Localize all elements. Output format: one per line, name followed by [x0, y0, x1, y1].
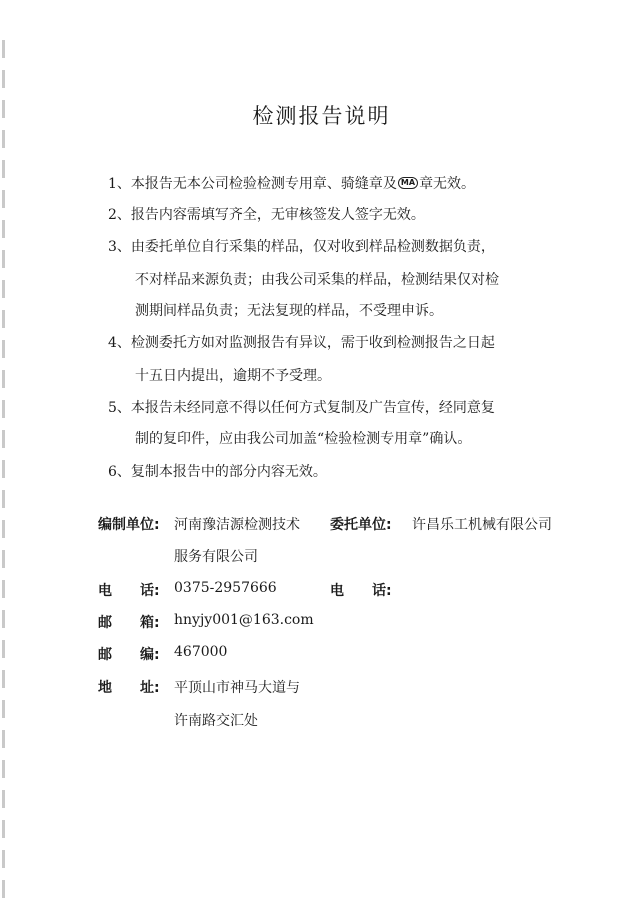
email-value: hnyjy001@163.com: [174, 612, 314, 628]
client-phone-label: 电 话:: [330, 583, 392, 599]
ma-certification-mark: MA: [398, 177, 418, 189]
phone-value: 0375-2957666: [174, 580, 277, 596]
issuer-value-line-1: 河南豫洁源检测技术: [174, 517, 300, 533]
item-4-line-1: 4、检测委托方如对监测报告有异议，需于收到检测报告之日起: [108, 335, 495, 351]
item-5-line-1: 5、本报告未经同意不得以任何方式复制及广告宣传，经同意复: [108, 400, 495, 416]
item-4-line-2: 十五日内提出，逾期不予受理。: [135, 368, 331, 384]
address-value-line-1: 平顶山市神马大道与: [174, 680, 300, 696]
client-value: 许昌乐工机械有限公司: [412, 517, 552, 533]
postcode-value: 467000: [174, 644, 228, 660]
item-3-line-3: 测期间样品负责；无法复现的样品，不受理申诉。: [135, 303, 443, 319]
item-1-line-1: [108, 175, 475, 193]
item-3-line-1: 3、由委托单位自行采集的样品，仅对收到样品检测数据负责，: [108, 239, 495, 255]
issuer-label: 编制单位:: [98, 517, 160, 533]
address-value-line-2: 许南路交汇处: [174, 713, 258, 729]
email-label: 邮 箱:: [98, 615, 160, 631]
binding-edge: [2, 40, 5, 900]
issuer-value-line-2: 服务有限公司: [174, 549, 258, 565]
address-label: 地 址:: [98, 680, 160, 696]
item-3-line-2: 不对样品来源负责；由我公司采集的样品，检测结果仅对检: [135, 272, 499, 288]
client-label: 委托单位:: [330, 517, 392, 533]
phone-label: 电 话:: [98, 583, 160, 599]
item-5-line-2: 制的复印件，应由我公司加盖“检验检测专用章”确认。: [135, 431, 472, 447]
page-title: 检测报告说明: [252, 104, 391, 128]
item-2-line-1: 2、报告内容需填写齐全，无审核签发人签字无效。: [108, 207, 425, 223]
item-6-line-1: 6、复制本报告中的部分内容无效。: [108, 464, 327, 480]
item-1-text-a: 1、本报告无本公司检验检测专用章、骑缝章及: [108, 176, 397, 192]
item-1-text-b: 章无效。: [419, 176, 476, 192]
postcode-label: 邮 编:: [98, 647, 160, 663]
